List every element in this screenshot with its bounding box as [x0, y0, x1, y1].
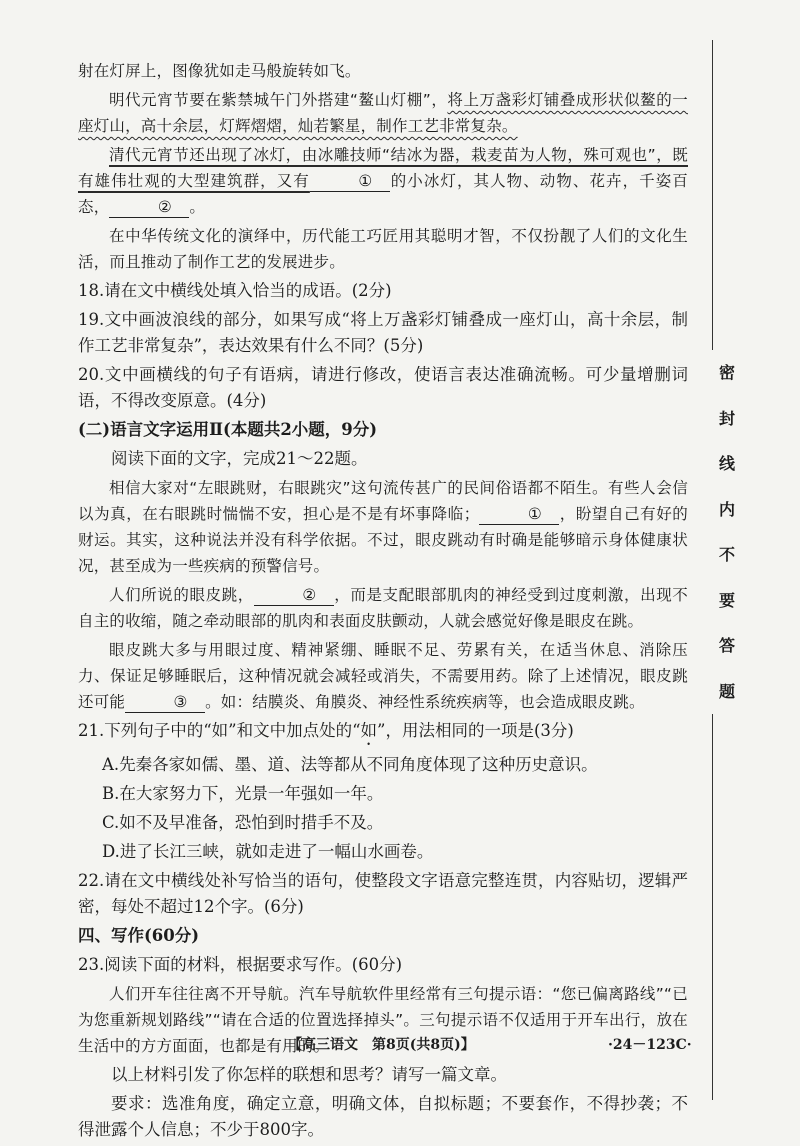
- seal-char: 不: [718, 545, 735, 564]
- seal-char: 要: [718, 590, 735, 610]
- seal-char: 内: [718, 499, 735, 519]
- passage-paragraph-qing: [78, 142, 688, 220]
- writing-prompt: 以上材料引发了你怎样的联想和思考？请写一篇文章。: [111, 1065, 507, 1084]
- answer-blank-1[interactable]: ①: [479, 504, 559, 525]
- passage2-paragraph-3: [78, 637, 688, 715]
- exam-code: ·24－123C·: [608, 1037, 692, 1053]
- passage-paragraph-ming: [78, 87, 688, 139]
- seal-char: 答: [718, 636, 735, 655]
- section-title-2: (二)语言文字运用Ⅱ(本题共2小题，9分): [78, 420, 378, 439]
- dotted-character: 如: [360, 721, 378, 740]
- seal-char: 题: [718, 681, 735, 701]
- answer-blank-2[interactable]: ②: [109, 197, 189, 218]
- passage-text: 人们所说的眼皮跳，: [109, 586, 254, 604]
- question-19: 19.文中画波浪线的部分，如果写成“将上万盏彩灯铺叠成一座灯山，高十余层，制作工艺非常复杂”，表达效果有什么不同？(5分): [78, 310, 688, 355]
- option-c[interactable]: C.如不及早准备，恐怕到时措手不及。: [102, 813, 384, 832]
- wavy-underlined-sentence: 将上万盏彩灯铺叠成形状似鳌的一座灯山，高十余层，灯辉熠熠，灿若繁星，制作工艺非常复杂。: [78, 91, 688, 135]
- question-20: 20.文中画横线的句子有语病，请进行修改，使语言表达准确流畅。可少量增删词语，不得改变原意。(4分): [78, 365, 688, 410]
- passage-text: 。: [189, 198, 206, 216]
- option-d[interactable]: D.进了长江三峡，就如走进了一幅山水画卷。: [102, 842, 434, 861]
- answer-blank-1[interactable]: ①: [310, 171, 390, 192]
- passage2-paragraph-2: [78, 582, 688, 634]
- passage-paragraph-conclusion: 在中华传统文化的演绎中，历代能工巧匠用其聪明才智，不仅扮靓了人们的文化生活，而且推动了制作工艺的发展进步。: [78, 227, 688, 271]
- question-18: 18.请在文中横线处填入恰当的成语。(2分): [78, 281, 392, 300]
- passage2-paragraph-1: [78, 475, 688, 579]
- question-text: ”，用法相同的一项是(3分): [377, 721, 574, 740]
- passage-text: 的小冰灯，其人物、动物、花卉，千姿百态，: [78, 172, 688, 216]
- section-instruction: 阅读下面的文字，完成21～22题。: [111, 449, 368, 468]
- passage-text: 眼皮跳大多与用眼过度、精神紧绷、睡眠不足、劳累有关，在适当休息、消除压力、保证足够睡眠后，这种情况就会减轻或消失，不需要用药。除了上述情况，眼皮跳还可能: [78, 641, 688, 711]
- page-number: 【高三语文 第8页(共8页)】: [288, 1037, 475, 1053]
- writing-requirements: 要求：选准角度，确定立意，明确文体，自拟标题；不要套作，不得抄袭；不得泄露个人信息；不少于800字。: [78, 1094, 688, 1139]
- passage-line: 射在灯屏上，图像犹如走马般旋转如飞。: [78, 62, 361, 80]
- writing-material: 人们开车往往离不开导航。汽车导航软件里经常有三句提示语：“您已偏离路线”“已为您重新规划路线”“请在合适的位置选择掉头”。三句提示语不仅适用于开车出行，放在生活中的方方面面，也都是有用的。: [78, 985, 688, 1055]
- passage-text: 清代元宵节还出现了冰灯，由冰雕技师“结冰为器，栽麦苗为人物，殊可观也”，既有雄伟壮观的大型建筑群，又有: [78, 146, 688, 190]
- passage-text: 明代元宵节要在紫禁城午门外搭建“鳌山灯棚”，: [109, 91, 448, 109]
- option-a[interactable]: A.先秦各家如儒、墨、道、法等都从不同角度体现了这种历史意识。: [102, 755, 598, 774]
- question-text: 21.下列句子中的“如”和文中加点处的“: [78, 721, 361, 740]
- question-22: 22.请在文中横线处补写恰当的语句，使整段文字语意完整连贯，内容贴切，逻辑严密，每处不超过12个字。(6分): [78, 871, 688, 916]
- answer-blank-3[interactable]: ③: [125, 692, 205, 713]
- question-23: 23.阅读下面的材料，根据要求写作。(60分): [78, 955, 403, 974]
- seal-char: 线: [718, 454, 735, 473]
- option-b[interactable]: B.在大家努力下，光景一年强如一年。: [102, 784, 384, 803]
- seal-char: 封: [718, 408, 735, 428]
- answer-blank-2[interactable]: ②: [254, 585, 334, 606]
- section-title-writing: 四、写作(60分): [78, 926, 200, 945]
- seal-char: 密: [718, 363, 735, 382]
- passage-text: ，盼望自己有好的财运。其实，这种说法并没有科学依据。不过，眼皮跳动有时确是能够暗示身体健康状况，甚至成为一些疾病的预警信号。: [78, 505, 688, 575]
- question-21: [78, 718, 688, 749]
- passage-text: ，而是支配眼部肌肉的神经受到过度刺激，出现不自主的收缩，随之牵动眼部的肌肉和表面皮肤颤动，人就会感觉好像是眼皮在跳。: [78, 586, 688, 630]
- passage-text: 。如：结膜炎、角膜炎、神经性系统疾病等，也会造成眼皮跳。: [205, 693, 645, 711]
- exam-content: [78, 58, 688, 1146]
- seal-line-notice: [712, 350, 742, 714]
- passage-text: 相信大家对“左眼跳财，右眼跳灾”这句流传甚广的民间俗语都不陌生。有些人会信以为真，在右眼跳时惴惴不安，担心是不是有坏事降临；: [78, 479, 688, 523]
